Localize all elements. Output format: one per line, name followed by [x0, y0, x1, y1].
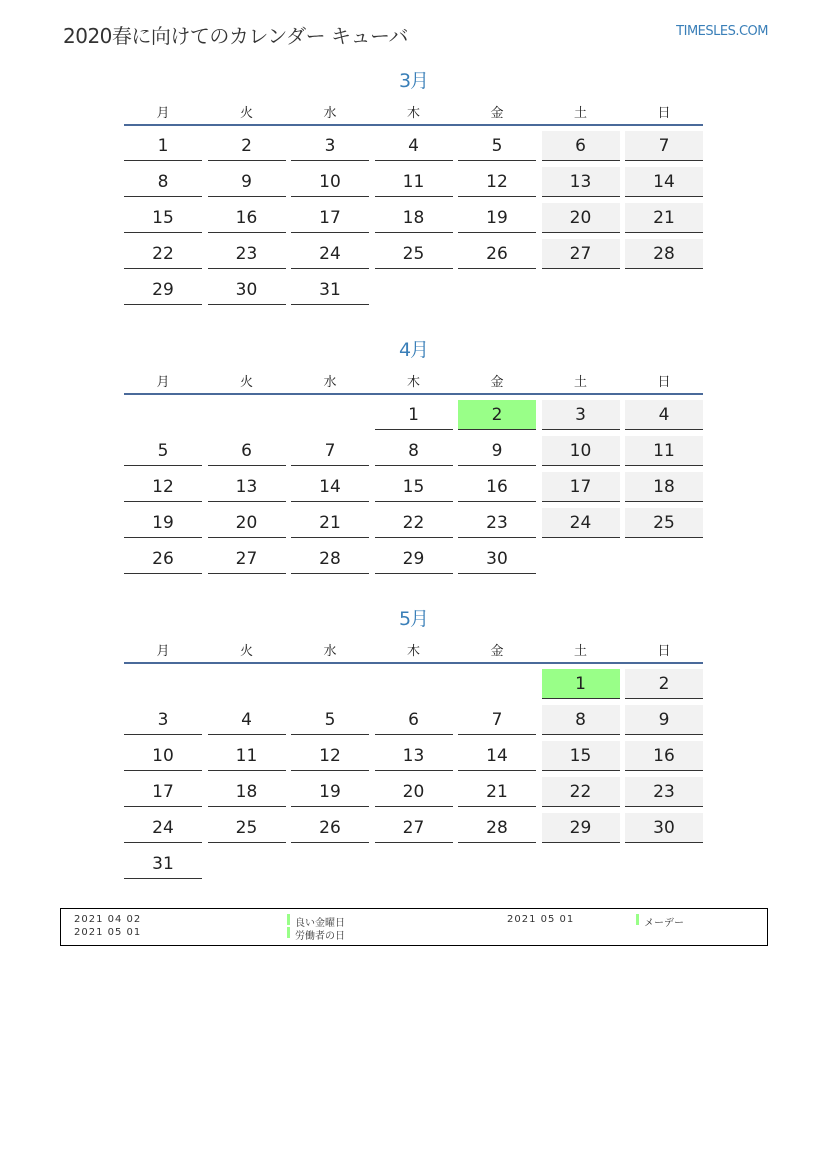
day-cell[interactable]: 7	[625, 131, 703, 161]
week-row	[124, 741, 703, 772]
legend-date: 2021 05 01	[507, 914, 575, 925]
weekday-header-row	[124, 371, 703, 393]
month-block	[124, 68, 703, 306]
legend-color-marker	[287, 914, 290, 925]
day-cell[interactable]: 25	[375, 239, 453, 269]
header-divider	[124, 662, 703, 664]
legend-holiday-name: メーデー	[644, 918, 684, 929]
day-cell[interactable]: 6	[208, 436, 286, 466]
day-cell[interactable]: 21	[291, 508, 369, 538]
empty-cell	[124, 400, 202, 430]
weekday-label: 水	[323, 106, 337, 121]
day-cell[interactable]: 8	[124, 167, 202, 197]
day-cell[interactable]: 16	[208, 203, 286, 233]
holiday-day-cell[interactable]: 1	[542, 669, 620, 699]
day-cell[interactable]: 10	[124, 741, 202, 771]
day-cell[interactable]: 27	[208, 544, 286, 574]
day-cell[interactable]: 13	[375, 741, 453, 771]
day-cell[interactable]: 9	[625, 705, 703, 735]
day-cell[interactable]: 18	[375, 203, 453, 233]
header-divider	[124, 393, 703, 395]
month-title: 4月	[398, 339, 429, 361]
holiday-day-cell[interactable]: 2	[458, 400, 536, 430]
day-cell[interactable]: 21	[458, 777, 536, 807]
day-cell[interactable]: 7	[458, 705, 536, 735]
empty-cell	[625, 544, 703, 574]
day-cell[interactable]: 30	[208, 275, 286, 305]
day-cell[interactable]: 17	[291, 203, 369, 233]
day-cell[interactable]: 12	[124, 472, 202, 502]
day-cell[interactable]: 20	[375, 777, 453, 807]
weekday-label: 金	[490, 375, 504, 390]
day-cell[interactable]: 2	[208, 131, 286, 161]
day-cell[interactable]: 16	[458, 472, 536, 502]
weekday-label: 木	[406, 106, 420, 121]
day-cell[interactable]: 1	[375, 400, 453, 430]
day-cell[interactable]: 11	[375, 167, 453, 197]
day-cell[interactable]: 19	[291, 777, 369, 807]
day-cell[interactable]: 26	[291, 813, 369, 843]
weekday-label: 日	[657, 644, 671, 659]
week-row	[124, 508, 703, 539]
day-cell[interactable]: 28	[458, 813, 536, 843]
empty-cell	[375, 275, 453, 305]
day-cell[interactable]: 28	[625, 239, 703, 269]
day-cell[interactable]: 14	[625, 167, 703, 197]
day-cell[interactable]: 8	[375, 436, 453, 466]
day-cell[interactable]: 4	[625, 400, 703, 430]
week-row	[124, 203, 703, 234]
day-cell[interactable]: 3	[124, 705, 202, 735]
empty-cell	[542, 849, 620, 879]
day-cell[interactable]: 11	[208, 741, 286, 771]
weekday-label: 火	[239, 106, 253, 121]
day-cell[interactable]: 10	[542, 436, 620, 466]
day-cell[interactable]: 22	[124, 239, 202, 269]
day-cell[interactable]: 9	[208, 167, 286, 197]
weekday-label: 月	[156, 644, 170, 659]
day-cell[interactable]: 29	[542, 813, 620, 843]
day-cell[interactable]: 4	[208, 705, 286, 735]
day-cell[interactable]: 31	[124, 849, 202, 879]
day-cell[interactable]: 24	[291, 239, 369, 269]
legend-color-marker	[636, 914, 639, 925]
day-cell[interactable]: 16	[625, 741, 703, 771]
empty-cell	[291, 669, 369, 699]
weekday-label: 日	[657, 375, 671, 390]
empty-cell	[208, 669, 286, 699]
day-cell[interactable]: 6	[375, 705, 453, 735]
day-cell[interactable]: 23	[208, 239, 286, 269]
day-cell[interactable]: 29	[375, 544, 453, 574]
day-cell[interactable]: 12	[458, 167, 536, 197]
day-cell[interactable]: 25	[625, 508, 703, 538]
week-row	[124, 777, 703, 808]
day-cell[interactable]: 5	[124, 436, 202, 466]
holiday-legend	[60, 908, 768, 946]
day-cell[interactable]: 14	[291, 472, 369, 502]
legend-date: 2021 05 01	[74, 927, 142, 938]
week-row	[124, 239, 703, 270]
day-cell[interactable]: 5	[291, 705, 369, 735]
empty-cell	[208, 849, 286, 879]
empty-cell	[375, 669, 453, 699]
weekday-label: 木	[406, 644, 420, 659]
day-cell[interactable]: 8	[542, 705, 620, 735]
day-cell[interactable]: 15	[124, 203, 202, 233]
day-cell[interactable]: 19	[458, 203, 536, 233]
day-cell[interactable]: 20	[542, 203, 620, 233]
day-cell[interactable]: 1	[124, 131, 202, 161]
day-cell[interactable]: 22	[375, 508, 453, 538]
month-block	[124, 337, 703, 575]
day-cell[interactable]: 25	[208, 813, 286, 843]
legend-holiday-name: 良い金曜日	[295, 918, 345, 929]
week-row	[124, 436, 703, 467]
day-cell[interactable]: 22	[542, 777, 620, 807]
empty-cell	[124, 669, 202, 699]
week-row	[124, 400, 703, 431]
day-cell[interactable]: 7	[291, 436, 369, 466]
day-cell[interactable]: 13	[208, 472, 286, 502]
day-cell[interactable]: 15	[375, 472, 453, 502]
weekday-label: 水	[323, 644, 337, 659]
week-row	[124, 131, 703, 162]
day-cell[interactable]: 24	[124, 813, 202, 843]
week-row	[124, 472, 703, 503]
weekday-label: 火	[239, 644, 253, 659]
day-cell[interactable]: 11	[625, 436, 703, 466]
weekday-label: 土	[573, 644, 587, 659]
empty-cell	[458, 849, 536, 879]
month-block	[124, 606, 703, 880]
empty-cell	[375, 849, 453, 879]
day-cell[interactable]: 27	[375, 813, 453, 843]
day-cell[interactable]: 9	[458, 436, 536, 466]
week-row	[124, 275, 703, 306]
weekday-label: 土	[573, 375, 587, 390]
day-cell[interactable]: 10	[291, 167, 369, 197]
legend-holiday-name: 労働者の日	[295, 931, 345, 942]
day-cell[interactable]: 20	[208, 508, 286, 538]
day-cell[interactable]: 15	[542, 741, 620, 771]
month-title: 3月	[398, 70, 429, 92]
month-title: 5月	[398, 608, 429, 630]
weekday-label: 火	[239, 375, 253, 390]
weekday-label: 月	[156, 106, 170, 121]
empty-cell	[625, 275, 703, 305]
legend-color-marker	[287, 927, 290, 938]
page-title: 2020春に向けてのカレンダー キューバ	[63, 24, 408, 48]
day-cell[interactable]: 21	[625, 203, 703, 233]
day-cell[interactable]: 5	[458, 131, 536, 161]
day-cell[interactable]: 6	[542, 131, 620, 161]
day-cell[interactable]: 13	[542, 167, 620, 197]
day-cell[interactable]: 14	[458, 741, 536, 771]
empty-cell	[458, 275, 536, 305]
empty-cell	[291, 849, 369, 879]
day-cell[interactable]: 17	[542, 472, 620, 502]
empty-cell	[458, 669, 536, 699]
day-cell[interactable]: 28	[291, 544, 369, 574]
weekday-label: 金	[490, 106, 504, 121]
week-row	[124, 813, 703, 844]
header-divider	[124, 124, 703, 126]
day-cell[interactable]: 19	[124, 508, 202, 538]
day-cell[interactable]: 24	[542, 508, 620, 538]
day-cell[interactable]: 26	[458, 239, 536, 269]
weekday-label: 木	[406, 375, 420, 390]
legend-date: 2021 04 02	[74, 914, 142, 925]
day-cell[interactable]: 4	[375, 131, 453, 161]
weekday-label: 水	[323, 375, 337, 390]
weekday-label: 月	[156, 375, 170, 390]
week-row	[124, 849, 703, 880]
day-cell[interactable]: 23	[458, 508, 536, 538]
empty-cell	[208, 400, 286, 430]
day-cell[interactable]: 30	[625, 813, 703, 843]
empty-cell	[542, 275, 620, 305]
day-cell[interactable]: 30	[458, 544, 536, 574]
day-cell[interactable]: 3	[291, 131, 369, 161]
empty-cell	[291, 400, 369, 430]
week-row	[124, 669, 703, 700]
week-row	[124, 544, 703, 575]
day-cell[interactable]: 31	[291, 275, 369, 305]
day-cell[interactable]: 3	[542, 400, 620, 430]
day-cell[interactable]: 2	[625, 669, 703, 699]
day-cell[interactable]: 29	[124, 275, 202, 305]
day-cell[interactable]: 18	[625, 472, 703, 502]
weekday-label: 金	[490, 644, 504, 659]
empty-cell	[542, 544, 620, 574]
day-cell[interactable]: 18	[208, 777, 286, 807]
weekday-label: 土	[573, 106, 587, 121]
day-cell[interactable]: 12	[291, 741, 369, 771]
day-cell[interactable]: 17	[124, 777, 202, 807]
brand-link[interactable]: TIMESLES.COM	[676, 24, 768, 39]
empty-cell	[625, 849, 703, 879]
weekday-header-row	[124, 640, 703, 662]
day-cell[interactable]: 27	[542, 239, 620, 269]
week-row	[124, 705, 703, 736]
weekday-header-row	[124, 102, 703, 124]
day-cell[interactable]: 26	[124, 544, 202, 574]
weekday-label: 日	[657, 106, 671, 121]
week-row	[124, 167, 703, 198]
day-cell[interactable]: 23	[625, 777, 703, 807]
